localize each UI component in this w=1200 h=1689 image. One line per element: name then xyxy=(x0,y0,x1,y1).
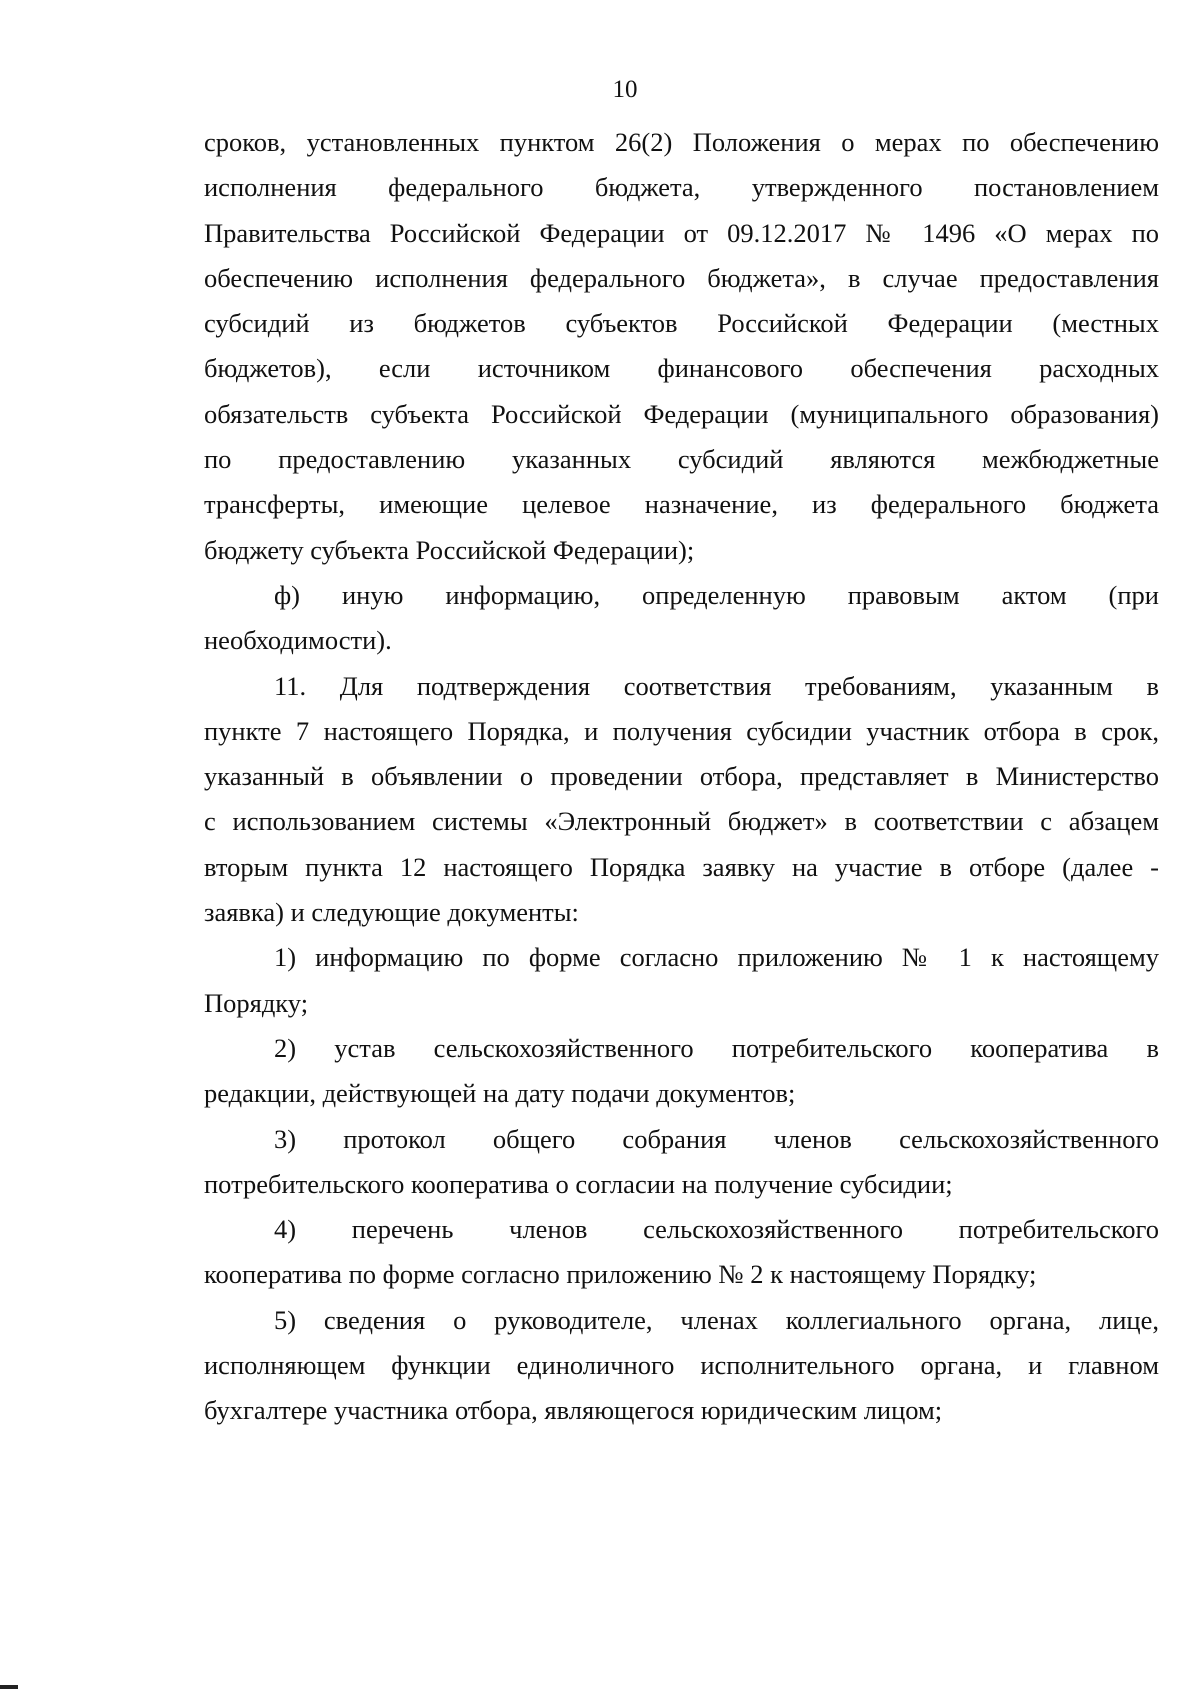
text-line: вторым пункта 12 настоящего Порядка заявку на участие в отборе (далее - xyxy=(204,851,1159,882)
text-line: потребительского кооператива о согласии на получение субсидии; xyxy=(204,1168,953,1199)
text-line: обязательств субъекта Российской Федерации (муниципального образования) xyxy=(204,398,1159,429)
text-line: пункте 7 настоящего Порядка, и получения субсидии участник отбора в срок, xyxy=(204,715,1159,746)
page-number: 10 xyxy=(612,76,638,103)
text-line: трансферты, имеющие целевое назначение, из федерального бюджета xyxy=(204,489,1159,520)
text-line: обеспечению исполнения федерального бюджета», в случае предоставления xyxy=(204,262,1159,293)
scan-edge-mark xyxy=(0,1685,18,1689)
text-line: 4) перечень членов сельскохозяйственного потребительского xyxy=(274,1214,1159,1245)
document-body xyxy=(204,120,1159,1434)
text-line: кооператива по форме согласно приложению № 2 к настоящему Порядку; xyxy=(204,1259,1037,1290)
text-line: 2) устав сельскохозяйственного потребительского кооператива в xyxy=(274,1032,1159,1063)
text-line: указанный в объявлении о проведении отбора, представляет в Министерство xyxy=(204,761,1159,792)
text-line: по предоставлению указанных субсидий являются межбюджетные xyxy=(204,444,1159,475)
text-line: Правительства Российской Федерации от 09.12.2017 № 1496 «О мерах по xyxy=(204,217,1159,248)
text-line: 5) сведения о руководителе, членах коллегиального органа, лице, xyxy=(274,1304,1159,1335)
text-line: с использованием системы «Электронный бюджет» в соответствии с абзацем xyxy=(204,806,1159,837)
text-line: бухгалтере участника отбора, являющегося юридическим лицом; xyxy=(204,1395,943,1426)
text-line: необходимости). xyxy=(204,625,392,656)
text-line: субсидий из бюджетов субъектов Российской Федерации (местных xyxy=(204,308,1159,339)
text-line: 11. Для подтверждения соответствия требованиям, указанным в xyxy=(274,670,1159,701)
text-line: исполняющем функции единоличного исполнительного органа, и главном xyxy=(204,1350,1159,1381)
text-line: бюджетов), если источником финансового обеспечения расходных xyxy=(204,353,1159,384)
text-line: Порядку; xyxy=(204,987,309,1018)
text-line: исполнения федерального бюджета, утвержденного постановлением xyxy=(204,172,1159,203)
text-line: сроков, установленных пунктом 26(2) Положения о мерах по обеспечению xyxy=(204,127,1159,157)
text-line: бюджету субъекта Российской Федерации); xyxy=(204,534,695,565)
text-line: редакции, действующей на дату подачи документов; xyxy=(204,1078,796,1109)
text-line: 3) протокол общего собрания членов сельскохозяйственного xyxy=(274,1123,1159,1154)
text-line: 1) информацию по форме согласно приложению № 1 к настоящему xyxy=(274,942,1159,973)
text-line: заявка) и следующие документы: xyxy=(204,897,579,928)
text-line: ф) иную информацию, определенную правовым актом (при xyxy=(274,579,1159,610)
